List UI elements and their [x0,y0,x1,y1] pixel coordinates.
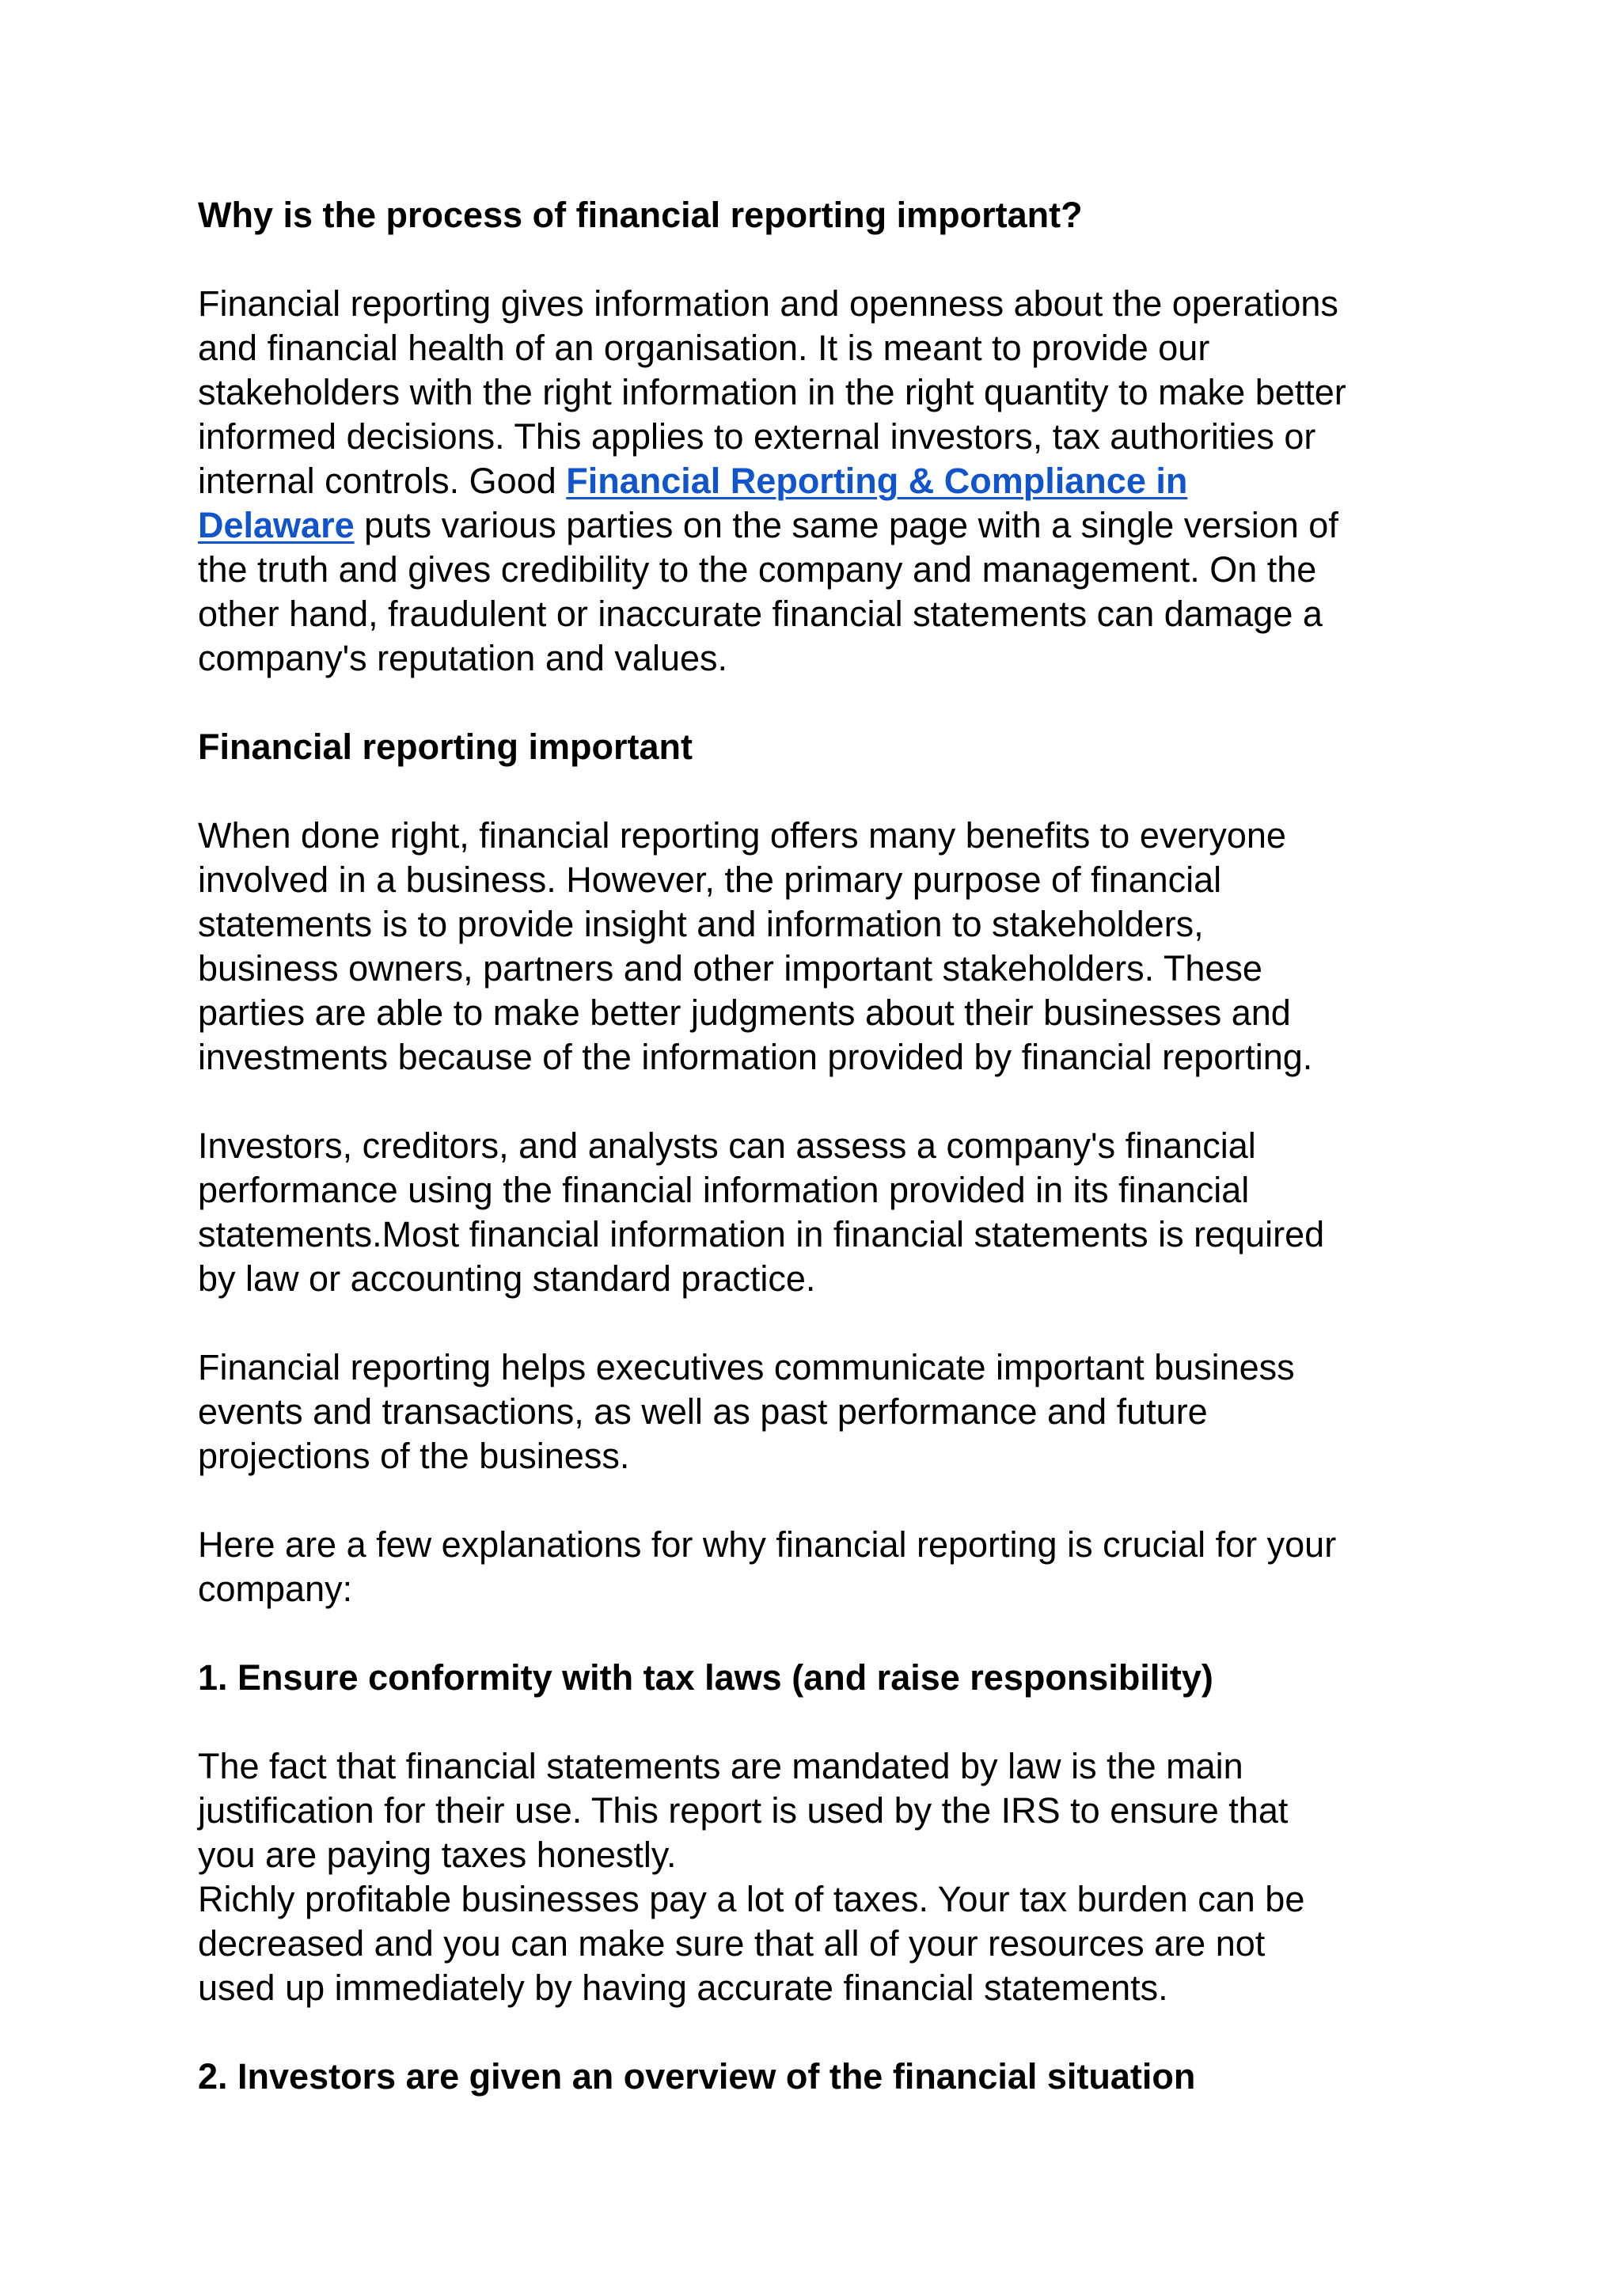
text-line: you are paying taxes honestly. [198,1835,677,1875]
text-line: the truth and gives credibility to the company and management. On the [198,549,1317,590]
text-line: Financial reporting gives information and openness about the operations [198,283,1338,324]
text-segment: internal controls. Good [198,461,567,501]
text-line: parties are able to make better judgments about their businesses and [198,992,1291,1033]
text-line: decreased and you can make sure that all of your resources are not [198,1923,1266,1964]
text-line: company's reputation and values. [198,638,728,678]
heading-investors-overview: 2. Investors are given an overview of the financial situation [198,2056,1196,2097]
text-line: events and transactions, as well as past performance and future [198,1391,1208,1432]
text-line: When done right, financial reporting offers many benefits to everyone [198,815,1286,856]
paragraph-intro [198,282,1464,681]
text-line: statements is to provide insight and information to stakeholders, [198,904,1204,944]
text-line: by law or accounting standard practice. [198,1258,816,1299]
text-line: Here are a few explanations for why financial reporting is crucial for your [198,1524,1337,1565]
financial-reporting-link-part2[interactable]: Delaware [198,505,355,545]
text-line: used up immediately by having accurate financial statements. [198,1968,1168,2008]
text-line: involved in a business. However, the primary purpose of financial [198,860,1222,900]
text-line [198,459,1464,503]
text-line: business owners, partners and other important stakeholders. These [198,948,1262,989]
text-line [198,503,1464,548]
heading-why-important: Why is the process of financial reporting important? [198,195,1083,235]
text-line: investments because of the information provided by financial reporting. [198,1037,1313,1077]
text-line: projections of the business. [198,1436,630,1476]
text-line: Financial reporting helps executives communicate important business [198,1347,1295,1387]
text-line: Investors, creditors, and analysts can assess a company's financial [198,1125,1256,1166]
paragraph-investors [198,1124,1464,1301]
heading-tax-laws: 1. Ensure conformity with tax laws (and raise responsibility) [198,1657,1213,1698]
text-line: performance using the financial information provided in its financial [198,1170,1250,1210]
financial-reporting-link-part1[interactable]: Financial Reporting & Compliance in [566,461,1188,501]
paragraph-benefits [198,814,1464,1080]
paragraph-tax-laws [198,1744,1464,2010]
text-line: statements.Most financial information in financial statements is required [198,1214,1325,1254]
text-segment: puts various parties on the same page with a single version of [354,505,1338,545]
text-line: company: [198,1569,353,1609]
text-line: other hand, fraudulent or inaccurate financial statements can damage a [198,594,1323,634]
paragraph-explanations-intro [198,1523,1464,1611]
text-line: justification for their use. This report is used by the IRS to ensure that [198,1790,1289,1831]
text-line: The fact that financial statements are mandated by law is the main [198,1746,1243,1786]
text-line: and financial health of an organisation. It is meant to provide our [198,328,1210,368]
document-page [198,193,1464,2099]
text-line: informed decisions. This applies to external investors, tax authorities or [198,416,1316,457]
text-line: Richly profitable businesses pay a lot of taxes. Your tax burden can be [198,1879,1305,1919]
text-line: stakeholders with the right information in the right quantity to make better [198,372,1346,412]
heading-financial-reporting-important: Financial reporting important [198,727,693,767]
paragraph-executives [198,1345,1464,1478]
